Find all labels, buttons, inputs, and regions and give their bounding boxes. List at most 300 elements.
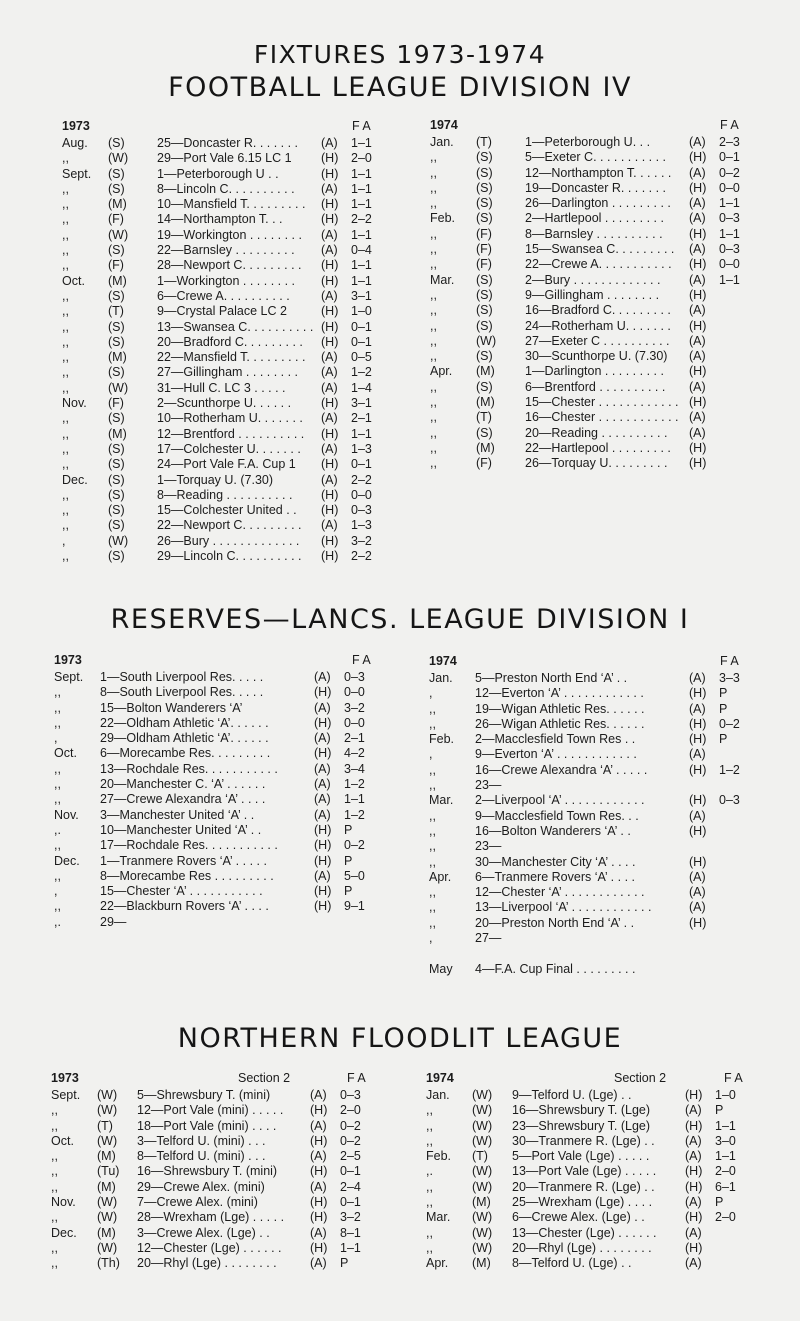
fixture-score: 2–2: [351, 549, 372, 564]
fixture-row: [429, 916, 759, 931]
fixture-detail: 8—Reading . . . . . . . . . .: [157, 487, 293, 502]
fixture-score: 3–2: [340, 1210, 361, 1225]
fixture-month: ,,: [62, 288, 69, 303]
fixture-month: ,,: [426, 1133, 433, 1148]
fixture-month: ,,: [430, 410, 437, 425]
fixture-score: 1–4: [351, 380, 372, 395]
fixture-month: ,: [429, 931, 433, 946]
fixture-score: 9–1: [344, 899, 365, 914]
fixture-venue: (H): [314, 685, 332, 700]
fixture-month: ,,: [430, 440, 437, 455]
fixture-row: [51, 1180, 381, 1195]
fixture-detail: 20—Preston North End ‘A’ . .: [475, 915, 635, 930]
fixture-score: 1–1: [719, 196, 740, 211]
fixture-row: [426, 1226, 756, 1241]
fixture-score: 2–0: [715, 1164, 736, 1179]
fixture-day: (S): [108, 319, 125, 334]
fixture-detail: 5—Shrewsbury T. (mini): [137, 1088, 271, 1102]
fixture-venue: (A): [321, 518, 338, 533]
fixture-month: ,,: [62, 258, 69, 273]
fixture-month: ,: [429, 747, 433, 762]
fixture-row: [430, 456, 760, 471]
fixture-venue: (A): [689, 379, 706, 394]
fixture-detail: 5—Port Vale (Lge) . . . . .: [512, 1149, 650, 1164]
fixture-month: ,,: [62, 426, 69, 441]
fixture-detail: 8—South Liverpool Res. . . . .: [100, 685, 264, 700]
fixture-month: ,,: [430, 150, 437, 165]
fixture-venue: (H): [685, 1164, 703, 1179]
league-1974-fixtures: [430, 135, 760, 472]
fixture-day: (W): [472, 1164, 493, 1179]
fixture-venue: (A): [314, 777, 331, 792]
fixture-month: ,,: [62, 212, 69, 227]
fixture-month: ,,: [54, 761, 61, 776]
fixture-detail: 16—Shrewsbury T. (mini): [137, 1164, 278, 1179]
fixture-venue: (H): [321, 503, 339, 518]
fixture-venue: (A): [689, 671, 706, 685]
fixture-detail: 26—Torquay U. . . . . . . . .: [525, 456, 668, 471]
fixture-month: ,,: [62, 441, 69, 456]
fixture-day: (S): [476, 180, 493, 195]
fixture-detail: 9—Macclesfield Town Res. . .: [475, 808, 639, 823]
fixture-detail: 23—: [475, 778, 502, 793]
fixture-detail: 15—Chester ‘A’ . . . . . . . . . . .: [100, 884, 263, 899]
fixture-venue: (A): [689, 165, 706, 180]
fixture-row: [51, 1210, 381, 1225]
floodlit-1974-section: Section 2: [614, 1071, 667, 1085]
fixture-score: 0–3: [340, 1088, 361, 1102]
fixture-month: ,,: [429, 885, 436, 900]
fixture-detail: 24—Rotherham U. . . . . . .: [525, 318, 671, 333]
fixture-day: (S): [476, 196, 493, 211]
fixture-month: ,: [62, 533, 66, 548]
fixture-row: [62, 396, 392, 411]
fixture-row: [51, 1103, 381, 1118]
fixture-venue: (A): [689, 333, 706, 348]
fixture-detail: 15—Chester . . . . . . . . . . . .: [525, 395, 679, 410]
fixture-detail: 26—Wigan Athletic Res. . . . . .: [475, 716, 645, 731]
fixture-row: [54, 701, 384, 716]
fixture-detail: 6—Morecambe Res. . . . . . . . .: [100, 746, 271, 761]
fixture-month: ,,: [54, 838, 61, 853]
fixture-detail: 17—Rochdale Res. . . . . . . . . . .: [100, 838, 278, 853]
fixture-month: ,,: [62, 549, 69, 564]
fixture-month: Mar.: [430, 272, 455, 287]
fixture-detail: 1—Tranmere Rovers ‘A’ . . . . .: [100, 853, 267, 868]
reserves-1974-fa: F A: [720, 654, 739, 668]
fixture-month: Dec.: [54, 853, 80, 868]
fixture-row: [429, 809, 759, 824]
fixture-month: ,,: [426, 1195, 433, 1210]
fixture-venue: (H): [689, 287, 707, 302]
fixture-row: [430, 273, 760, 288]
reserves-1974-year: 1974: [429, 654, 457, 668]
fixture-detail: 22—Newport C. . . . . . . . .: [157, 518, 302, 533]
fixture-row: [429, 732, 759, 747]
fixture-detail: 27—Crewe Alexandra ‘A’ . . . .: [100, 792, 266, 807]
fixture-venue: (H): [689, 793, 707, 808]
fixture-score: 1–1: [351, 166, 372, 181]
fixture-score: 0–1: [351, 457, 372, 472]
fixture-venue: (A): [689, 747, 706, 762]
fixture-venue: (A): [685, 1256, 702, 1271]
fixture-score: 1–3: [351, 518, 372, 533]
fixture-detail: 6—Tranmere Rovers ‘A’ . . . .: [475, 869, 635, 884]
fixture-venue: (H): [689, 180, 707, 195]
fixture-month: ,,: [429, 808, 436, 823]
fixture-row: [429, 900, 759, 915]
fixture-row: [430, 334, 760, 349]
fixture-venue: (H): [689, 318, 707, 333]
fixture-venue: (H): [321, 396, 339, 411]
fixture-row: [430, 166, 760, 181]
fixture-detail: 22—Oldham Athletic ‘A’. . . . . .: [100, 715, 269, 730]
fixture-row: [429, 671, 759, 686]
fixture-detail: 8—Lincoln C. . . . . . . . . .: [157, 181, 295, 196]
fixture-score: 8–1: [340, 1225, 361, 1240]
fixture-day: (S): [476, 379, 493, 394]
fixture-score: 0–3: [344, 670, 365, 684]
fixture-month: ,,: [54, 700, 61, 715]
fixture-row: [430, 257, 760, 272]
fixture-score: 3–2: [344, 700, 365, 715]
fixture-month: ,,: [62, 411, 69, 426]
fixture-month: ,,: [62, 197, 69, 212]
fixture-venue: (A): [689, 900, 706, 915]
fixture-row: [426, 1103, 756, 1118]
fixture-row: [430, 441, 760, 456]
fixture-score: 1–1: [351, 181, 372, 196]
fixture-day: (S): [476, 349, 493, 364]
fixture-day: (S): [476, 318, 493, 333]
fixture-row: [426, 1088, 756, 1103]
fixture-venue: (H): [310, 1195, 328, 1210]
fixture-month: Sept.: [54, 670, 84, 684]
fixture-row: [51, 1134, 381, 1149]
fixture-venue: (H): [685, 1179, 703, 1194]
fixture-row: [62, 197, 392, 212]
fixture-row: [426, 1119, 756, 1134]
fixture-day: (W): [476, 333, 497, 348]
fixture-month: ,,: [62, 457, 69, 472]
fixture-row: [426, 1180, 756, 1195]
fixture-score: 1–2: [344, 807, 365, 822]
fixture-score: P: [719, 701, 728, 716]
fixture-venue: (A): [314, 700, 331, 715]
floodlit-1974-fa: F A: [724, 1071, 743, 1085]
fixture-day: (T): [108, 304, 124, 319]
fixture-venue: (H): [314, 899, 332, 914]
fixture-row: [429, 778, 759, 793]
fixture-score: 0–3: [719, 242, 740, 257]
fixture-month: ,,: [62, 334, 69, 349]
fixture-day: (W): [97, 1240, 118, 1255]
fixture-detail: 12—Everton ‘A’ . . . . . . . . . . . .: [475, 686, 644, 701]
fixture-month: ,,: [430, 425, 437, 440]
fixture-score: 1–1: [351, 273, 372, 288]
fixture-score: P: [719, 686, 728, 701]
fixture-detail: 8—Morecambe Res . . . . . . . . .: [100, 868, 274, 883]
fixture-venue: (H): [321, 151, 339, 166]
fixture-day: (M): [476, 440, 495, 455]
fixture-month: Nov.: [62, 396, 87, 411]
fixture-detail: 9—Telford U. (Lge) . .: [512, 1088, 632, 1102]
fixture-month: ,: [54, 731, 58, 746]
fixture-row: [430, 426, 760, 441]
reserves-1973-fa: F A: [352, 653, 371, 667]
fixture-detail: 12—Northampton T. . . . . .: [525, 165, 672, 180]
fixture-day: (W): [97, 1103, 118, 1118]
fixture-month: ,,: [51, 1256, 58, 1271]
fixture-row: [430, 319, 760, 334]
fixture-row: [429, 931, 759, 946]
fixture-row: [429, 885, 759, 900]
fixture-detail: 16—Chester . . . . . . . . . . . .: [525, 410, 679, 425]
fixture-day: (W): [108, 380, 129, 395]
fixture-row: [51, 1149, 381, 1164]
fixture-score: 0–2: [719, 165, 740, 180]
fixture-month: ,,: [429, 762, 436, 777]
fixture-detail: 7—Crewe Alex. (mini): [137, 1195, 258, 1210]
fixture-day: (S): [476, 425, 493, 440]
fixture-venue: (A): [685, 1103, 702, 1118]
fixture-month: ,,: [426, 1179, 433, 1194]
league-1973-fixtures: [62, 136, 392, 564]
fixture-venue: (A): [321, 380, 338, 395]
fixture-venue: (H): [310, 1133, 328, 1148]
fixture-venue: (H): [689, 364, 707, 379]
fixture-venue: (A): [689, 242, 706, 257]
fixture-month: Sept.: [62, 166, 92, 181]
fixture-row: [426, 1195, 756, 1210]
fixture-venue: (H): [689, 395, 707, 410]
fixture-row: [62, 350, 392, 365]
page-title: FIXTURES 1973-1974: [253, 40, 547, 69]
fixture-venue: (A): [689, 303, 706, 318]
fixture-detail: 23—: [475, 839, 502, 854]
fixture-day: (S): [476, 287, 493, 302]
fixture-day: (S): [108, 411, 125, 426]
fixture-row: [54, 670, 384, 685]
fixture-month: ,,: [62, 350, 69, 365]
fixture-day: (M): [108, 350, 127, 365]
fixture-venue: (H): [321, 197, 339, 212]
fixture-month: ,,: [51, 1118, 58, 1133]
fixture-day: (M): [476, 395, 495, 410]
fixture-month: ,,: [430, 333, 437, 348]
fixture-day: (S): [108, 472, 125, 487]
fixture-score: 1–1: [351, 227, 372, 242]
fixture-month: ,.: [426, 1164, 433, 1179]
fixture-row: [62, 503, 392, 518]
fixture-venue: (A): [689, 808, 706, 823]
fixture-score: 3–1: [351, 396, 372, 411]
fixture-detail: 9—Crystal Palace LC 2: [157, 304, 287, 319]
fixture-score: 1–1: [351, 136, 372, 150]
fixture-score: 1–0: [715, 1088, 736, 1102]
fixture-row: [51, 1088, 381, 1103]
fixture-row: [426, 1241, 756, 1256]
fixture-row: [429, 763, 759, 778]
fixture-score: 1–1: [351, 197, 372, 212]
fixture-month: ,,: [430, 395, 437, 410]
fixture-score: 1–1: [351, 426, 372, 441]
fixture-venue: (A): [321, 441, 338, 456]
fixture-month: ,,: [62, 243, 69, 258]
fixture-venue: (A): [685, 1149, 702, 1164]
fixture-day: (W): [97, 1210, 118, 1225]
fixture-venue: (H): [321, 487, 339, 502]
fixture-venue: (H): [689, 257, 707, 272]
fixture-score: 2–3: [719, 135, 740, 149]
fixture-day: (S): [108, 549, 125, 564]
fixture-venue: (A): [685, 1225, 702, 1240]
fixture-month: Jan.: [426, 1088, 450, 1102]
fixture-detail: 1—Darlington . . . . . . . . .: [525, 364, 664, 379]
fixture-venue: (A): [689, 885, 706, 900]
fixture-venue: (A): [689, 349, 706, 364]
fixture-day: (M): [108, 273, 127, 288]
fixture-day: (S): [108, 166, 125, 181]
fixture-row: [430, 227, 760, 242]
fixture-day: (S): [108, 365, 125, 380]
fixture-detail: 1—Workington . . . . . . . .: [157, 273, 296, 288]
fixture-row: [429, 824, 759, 839]
fixture-row: [62, 411, 392, 426]
fixture-score: 1–1: [351, 258, 372, 273]
fixture-detail: 9—Gillingham . . . . . . . .: [525, 287, 660, 302]
fixture-row: [54, 792, 384, 807]
fixture-venue: (H): [689, 854, 707, 869]
fixture-detail: 13—Rochdale Res. . . . . . . . . . .: [100, 761, 278, 776]
fixture-row: [62, 304, 392, 319]
fixture-row: [62, 320, 392, 335]
fixture-venue: (A): [310, 1179, 327, 1194]
fixture-score: 1–1: [715, 1118, 736, 1133]
fixture-venue: (A): [685, 1133, 702, 1148]
fixture-row: [62, 488, 392, 503]
fixture-month: ,,: [426, 1118, 433, 1133]
fixture-month: ,,: [430, 196, 437, 211]
fixture-detail: 16—Crewe Alexandra ‘A’ . . . . .: [475, 762, 648, 777]
fixture-row: [429, 686, 759, 701]
fixture-venue: (A): [314, 761, 331, 776]
fixture-month: ,,: [430, 165, 437, 180]
fixture-month: ,,: [62, 380, 69, 395]
fixture-day: (M): [472, 1256, 491, 1271]
fixture-row: [430, 349, 760, 364]
fixture-detail: 2—Scunthorpe U. . . . . .: [157, 396, 292, 411]
fixture-month: ,,: [426, 1225, 433, 1240]
fixture-detail: 12—Port Vale (mini) . . . . .: [137, 1103, 284, 1118]
fixture-score: 0–2: [340, 1133, 361, 1148]
fixture-month: ,,: [430, 242, 437, 257]
fixture-month: ,,: [54, 792, 61, 807]
fixture-month: ,,: [429, 716, 436, 731]
fixture-row: [62, 365, 392, 380]
fixture-detail: 28—Wrexham (Lge) . . . . .: [137, 1210, 285, 1225]
fixture-detail: 13—Liverpool ‘A’ . . . . . . . . . . . .: [475, 900, 652, 915]
fixture-detail: 2—Liverpool ‘A’ . . . . . . . . . . . .: [475, 793, 645, 808]
fixture-venue: (A): [689, 410, 706, 425]
fixture-day: (F): [108, 396, 124, 411]
fixture-detail: 1—Torquay U. (7.30): [157, 472, 274, 487]
fixture-month: ,: [429, 686, 433, 701]
fixture-venue: (H): [314, 746, 332, 761]
fixture-day: (S): [108, 457, 125, 472]
fixture-venue: (A): [685, 1195, 702, 1210]
fixture-score: 0–0: [344, 685, 365, 700]
fixture-day: (M): [108, 197, 127, 212]
fixture-row: [429, 855, 759, 870]
league-1973-year: 1973: [62, 119, 90, 133]
fixture-row: [62, 258, 392, 273]
fixture-day: (S): [108, 334, 125, 349]
fixture-month: ,,: [62, 365, 69, 380]
fixture-day: (F): [476, 257, 492, 272]
fixture-venue: (H): [321, 457, 339, 472]
fixture-day: (S): [108, 243, 125, 258]
fixture-detail: 20—Rhyl (Lge) . . . . . . . .: [512, 1240, 652, 1255]
fixture-row: [54, 899, 384, 914]
fixture-venue: (A): [321, 365, 338, 380]
fixture-venue: (A): [321, 136, 338, 150]
fixture-month: ,,: [51, 1103, 58, 1118]
fixture-score: 2–0: [715, 1210, 736, 1225]
fixture-venue: (A): [321, 243, 338, 258]
fixture-day: (M): [97, 1149, 116, 1164]
fixture-venue: (H): [314, 853, 332, 868]
fixture-venue: (A): [314, 868, 331, 883]
fixture-detail: 23—Shrewsbury T. (Lge): [512, 1118, 651, 1133]
fixture-day: (W): [108, 227, 129, 242]
fixture-venue: (A): [689, 272, 706, 287]
fixture-detail: 28—Newport C. . . . . . . . .: [157, 258, 302, 273]
fixture-row: [430, 410, 760, 425]
fixture-row: [429, 793, 759, 808]
fixture-detail: 20—Bradford C. . . . . . . . .: [157, 334, 303, 349]
fixture-month: Dec.: [51, 1225, 77, 1240]
fixture-month: ,,: [429, 701, 436, 716]
fixture-detail: 6—Brentford . . . . . . . . . .: [525, 379, 666, 394]
fixture-row: [51, 1119, 381, 1134]
fixture-month: Oct.: [54, 746, 77, 761]
fixture-month: ,.: [54, 914, 61, 929]
fixture-month: Aug.: [62, 136, 88, 150]
fixture-month: Oct.: [51, 1133, 74, 1148]
fixture-venue: (A): [310, 1225, 327, 1240]
fixture-score: 0–3: [719, 211, 740, 226]
fixture-score: 0–5: [351, 350, 372, 365]
fixture-day: (M): [97, 1225, 116, 1240]
fixture-venue: (A): [314, 792, 331, 807]
fixture-detail: 3—Manchester United ‘A’ . .: [100, 807, 255, 822]
fixture-month: Sept.: [51, 1088, 81, 1102]
fixture-score: 2–0: [340, 1103, 361, 1118]
fixture-detail: 15—Bolton Wanderers ‘A’: [100, 700, 243, 715]
fixture-venue: (A): [689, 425, 706, 440]
fixture-day: (W): [472, 1118, 493, 1133]
fixture-day: (W): [472, 1179, 493, 1194]
fixture-venue: (A): [689, 196, 706, 211]
fixture-month: ,,: [54, 685, 61, 700]
fixture-row: [62, 549, 392, 564]
league-1974-fa: F A: [720, 118, 739, 132]
fixture-month: Mar.: [426, 1210, 451, 1225]
fixture-month: ,,: [430, 303, 437, 318]
fixture-day: (W): [472, 1103, 493, 1118]
fixture-venue: (A): [314, 670, 331, 684]
